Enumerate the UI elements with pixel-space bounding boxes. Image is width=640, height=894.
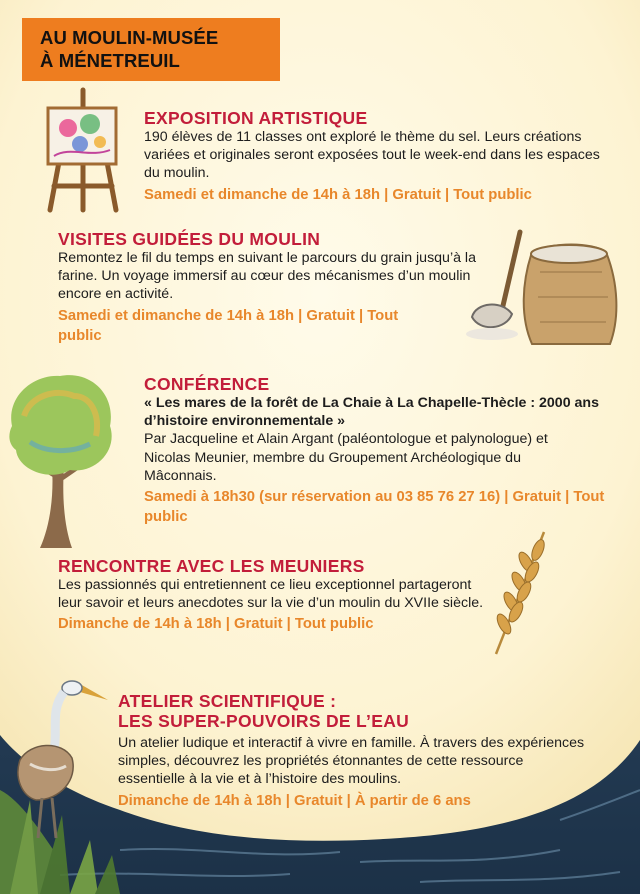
section-body: Les passionnés qui entretiennent ce lieu exceptionnel partageront leur savoir et leurs anecdotes sur la vie d’un moulin du XVIIe siècle. bbox=[58, 577, 484, 612]
section-info: Dimanche de 14h à 18h | Gratuit | Tout public bbox=[58, 616, 374, 633]
section-title: ATELIER SCIENTIFIQUE : bbox=[118, 691, 337, 711]
flour-sack-scoop-icon bbox=[462, 222, 622, 352]
section-conference bbox=[144, 374, 614, 527]
section-meuniers bbox=[58, 556, 488, 634]
easel-painting-icon bbox=[40, 86, 126, 214]
wheat-ear-icon bbox=[486, 528, 556, 658]
section-title: CONFÉRENCE bbox=[144, 374, 270, 394]
section-title: VISITES GUIDÉES DU MOULIN bbox=[58, 229, 321, 249]
section-info: Dimanche de 14h à 18h | Gratuit | À partir de 6 ans bbox=[118, 792, 471, 809]
header-line-2: À MÉNETREUIL bbox=[40, 50, 180, 71]
section-exposition bbox=[144, 108, 614, 205]
section-info: Samedi et dimanche de 14h à 18h | Gratuit | Tout public bbox=[144, 186, 532, 203]
section-title-line-2: LES SUPER-POUVOIRS DE L’EAU bbox=[118, 711, 410, 731]
venue-header bbox=[22, 18, 280, 81]
section-body: Remontez le fil du temps en suivant le parcours du grain jusqu’à la farine. Un voyage immersif au cœur des mécanismes d’un moulin encore en activité. bbox=[58, 250, 476, 303]
section-body: Par Jacqueline et Alain Argant (paléontologue et palynologue) et Nicolas Meunier, membre du Groupement Archéologique du Mâconnais. bbox=[144, 431, 548, 484]
section-info: Samedi à 18h30 (sur réservation au 03 85 76 27 16) | Gratuit | Tout public bbox=[144, 489, 605, 526]
section-title: EXPOSITION ARTISTIQUE bbox=[144, 108, 368, 128]
tree-icon bbox=[0, 366, 120, 556]
section-body: 190 élèves de 11 classes ont exploré le thème du sel. Leurs créations variées et originales seront exposées tout le week-end dans les espaces du moulin. bbox=[144, 129, 600, 182]
section-title: RENCONTRE AVEC LES MEUNIERS bbox=[58, 556, 365, 576]
section-body: Un atelier ludique et interactif à vivre en famille. À travers des expériences simples, découvrez les propriétés étonnantes de cette ressource essentielle à la vie et à l’histoire des moulins. bbox=[118, 735, 585, 788]
section-subtitle: « Les mares de la forêt de La Chaie à La Chapelle-Thècle : 2000 ans d’histoire environnementale » bbox=[144, 395, 599, 430]
heron-icon bbox=[0, 660, 110, 840]
header-line-1: AU MOULIN-MUSÉE bbox=[40, 27, 219, 48]
section-atelier bbox=[118, 691, 588, 811]
section-info: Samedi et dimanche de 14h à 18h | Gratuit | Tout public bbox=[58, 307, 399, 344]
section-visites bbox=[58, 229, 478, 346]
